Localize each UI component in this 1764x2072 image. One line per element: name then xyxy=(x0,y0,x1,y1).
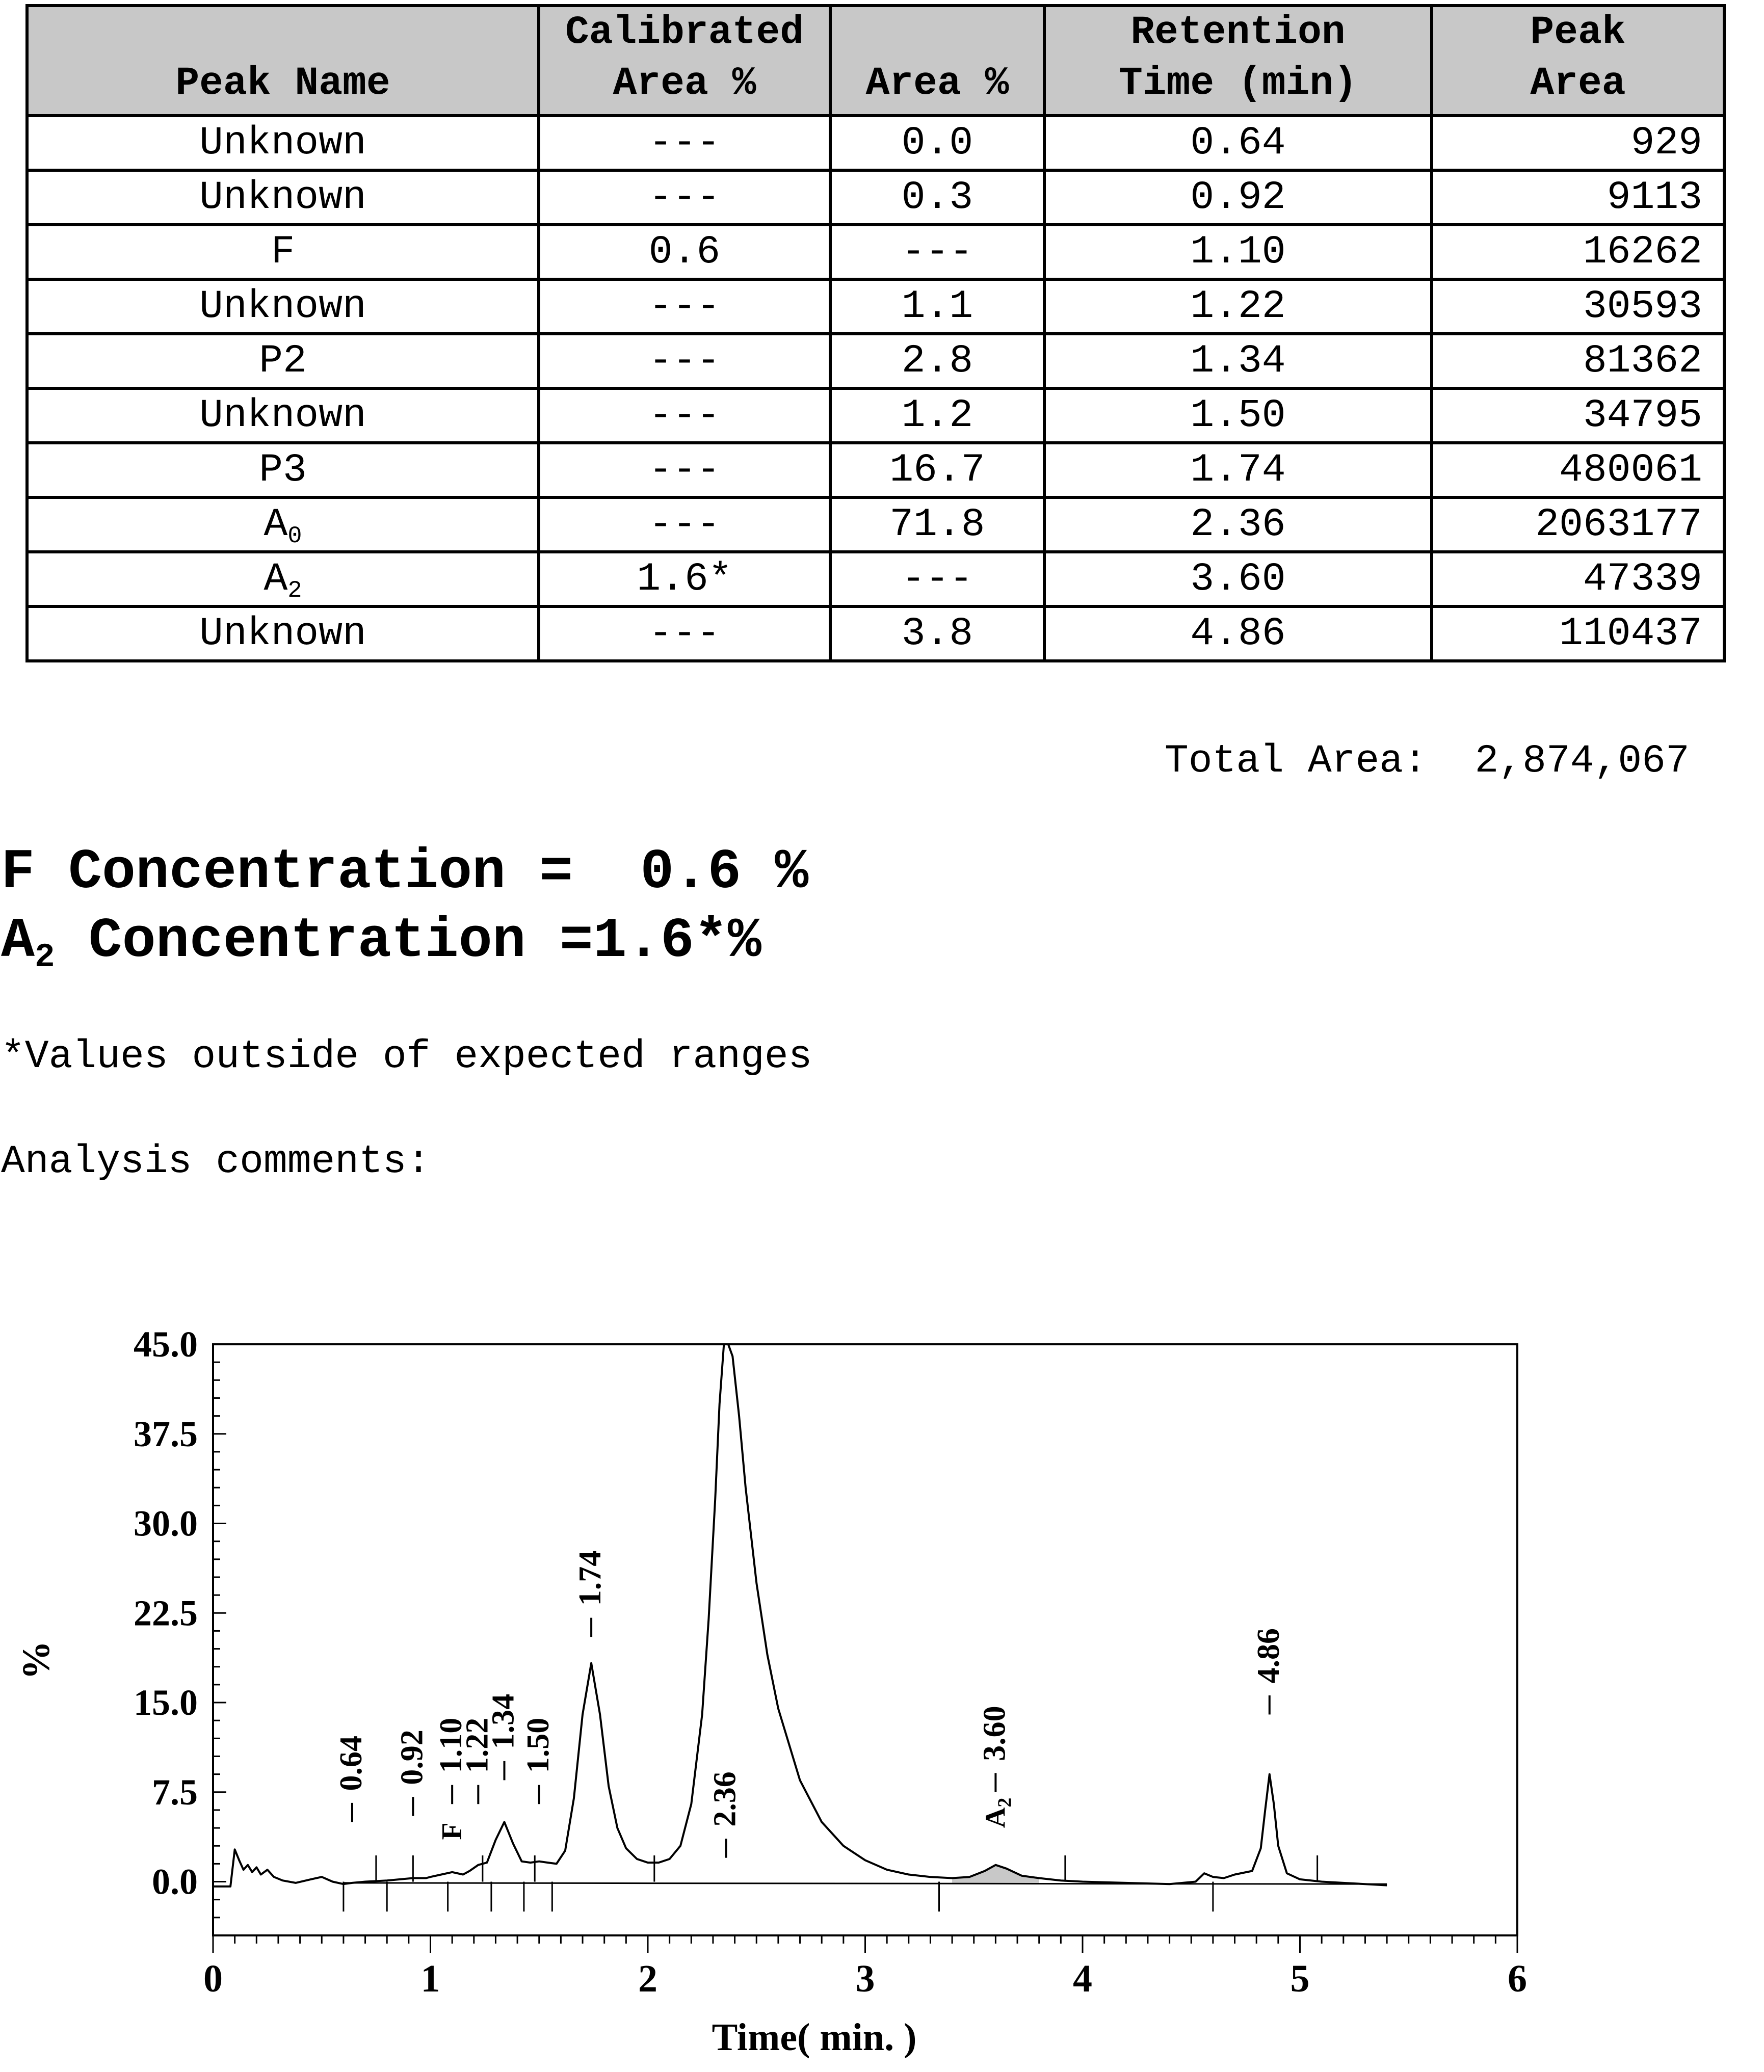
peak-label: 1.74 xyxy=(573,1550,608,1606)
total-area-value: 2,874,067 xyxy=(1475,739,1690,784)
x-tick-label: 2 xyxy=(638,1957,657,2000)
table-row xyxy=(27,552,1724,606)
f-concentration xyxy=(1,841,808,905)
table-row xyxy=(27,170,1724,225)
cell-retention-time: 1.10 xyxy=(1044,225,1432,279)
peak-label: 1.34 xyxy=(486,1693,521,1749)
plot-frame xyxy=(213,1344,1517,1935)
cell-area-pct: 2.8 xyxy=(830,334,1044,388)
cell-area-pct: 0.3 xyxy=(830,170,1044,225)
table-row xyxy=(27,606,1724,661)
cell-calibrated-area: --- xyxy=(539,606,830,661)
cell-calibrated-area: --- xyxy=(539,170,830,225)
peak-label: 2.36 xyxy=(707,1771,743,1827)
cell-area-pct: 71.8 xyxy=(830,497,1044,552)
x-tick-label: 3 xyxy=(855,1957,875,2000)
x-tick-label: 5 xyxy=(1290,1957,1310,2000)
table-row xyxy=(27,388,1724,443)
peak-label: 3.60 xyxy=(977,1706,1012,1761)
header-peak-name xyxy=(27,6,539,116)
cell-peak-name: $A_2$ xyxy=(27,552,539,606)
cell-area-pct: 3.8 xyxy=(830,606,1044,661)
cell-retention-time: 3.60 xyxy=(1044,552,1432,606)
cell-peak-area: 2063177 xyxy=(1432,497,1724,552)
cell-peak-name: Unknown xyxy=(27,606,539,661)
peak-results-table xyxy=(25,4,1726,662)
table-row xyxy=(27,225,1724,279)
cell-calibrated-area: --- xyxy=(539,443,830,497)
cell-retention-time: 1.22 xyxy=(1044,279,1432,334)
peak-label: 4.86 xyxy=(1251,1628,1286,1684)
table-row xyxy=(27,279,1724,334)
x-tick-label: 4 xyxy=(1073,1957,1092,2000)
a2-concentration-unit: % xyxy=(727,910,761,973)
total-area-label: Total Area: xyxy=(1165,739,1427,784)
y-tick-label: 15.0 xyxy=(134,1682,198,1723)
cell-peak-name: Unknown xyxy=(27,170,539,225)
a2-concentration-value: 1.6* xyxy=(593,910,728,973)
y-tick-label: 30.0 xyxy=(134,1503,198,1544)
a2-concentration-label: $A_2$ Concentration = xyxy=(1,910,593,976)
header-area-pct xyxy=(830,6,1044,116)
header-peak-area-line2: Area xyxy=(1530,61,1626,106)
x-axis-label: Time( min. ) xyxy=(712,2016,917,2059)
cell-peak-name: Unknown xyxy=(27,116,539,170)
y-tick-label: 7.5 xyxy=(152,1771,198,1813)
cell-peak-area: 929 xyxy=(1432,116,1724,170)
cell-area-pct: 1.2 xyxy=(830,388,1044,443)
cell-peak-area: 34795 xyxy=(1432,388,1724,443)
cell-area-pct: 1.1 xyxy=(830,279,1044,334)
footnote: *Values outside of expected ranges xyxy=(1,1034,812,1079)
y-tick-label: 37.5 xyxy=(134,1413,198,1454)
cell-area-pct: --- xyxy=(830,225,1044,279)
header-area-pct-line2: Area % xyxy=(865,61,1009,106)
cell-peak-name: P2 xyxy=(27,334,539,388)
a2-concentration xyxy=(1,910,761,976)
cell-retention-time: 0.92 xyxy=(1044,170,1432,225)
cell-calibrated-area: 0.6 xyxy=(539,225,830,279)
cell-peak-area: 110437 xyxy=(1432,606,1724,661)
cell-calibrated-area: --- xyxy=(539,388,830,443)
header-retention-time-line2: Time (min) xyxy=(1118,61,1358,106)
y-tick-label: 22.5 xyxy=(134,1592,198,1634)
table-body xyxy=(27,116,1724,661)
cell-retention-time: 1.50 xyxy=(1044,388,1432,443)
peak-label: 1.50 xyxy=(520,1717,556,1773)
header-retention-time xyxy=(1044,6,1432,116)
cell-retention-time: 4.86 xyxy=(1044,606,1432,661)
header-calibrated-area-line1: Calibrated xyxy=(565,10,804,55)
cell-peak-area: 16262 xyxy=(1432,225,1724,279)
table-row xyxy=(27,443,1724,497)
header-retention-time-line1: Retention xyxy=(1130,10,1346,55)
f-concentration-label: F Concentration = xyxy=(1,841,573,905)
header-peak-area-line1: Peak xyxy=(1530,10,1626,55)
cell-peak-area: 480061 xyxy=(1432,443,1724,497)
peak-name-label-sub: 2 xyxy=(994,1797,1016,1808)
chromatogram-trace xyxy=(213,1344,1387,1887)
y-tick-label: 45.0 xyxy=(134,1324,198,1365)
cell-peak-name: F xyxy=(27,225,539,279)
y-axis-label: % xyxy=(15,1641,58,1680)
header-calibrated-area xyxy=(539,6,830,116)
x-tick-label: 6 xyxy=(1508,1957,1527,2000)
chromatogram-chart xyxy=(0,1305,1764,2072)
cell-retention-time: 1.34 xyxy=(1044,334,1432,388)
x-tick-label: 1 xyxy=(420,1957,440,2000)
cell-calibrated-area: --- xyxy=(539,497,830,552)
cell-peak-name: Unknown xyxy=(27,388,539,443)
x-tick-label: 0 xyxy=(203,1957,223,2000)
cell-peak-name: P3 xyxy=(27,443,539,497)
cell-peak-area: 81362 xyxy=(1432,334,1724,388)
shaded-peak-a2 xyxy=(952,1865,1039,1883)
cell-calibrated-area: --- xyxy=(539,116,830,170)
header-peak-area xyxy=(1432,6,1724,116)
cell-peak-area: 47339 xyxy=(1432,552,1724,606)
header-calibrated-area-line2: Area % xyxy=(613,61,756,106)
cell-area-pct: --- xyxy=(830,552,1044,606)
cell-retention-time: 2.36 xyxy=(1044,497,1432,552)
header-peak-name-line2: Peak Name xyxy=(175,61,390,106)
integration-baseline xyxy=(344,1883,1387,1884)
cell-calibrated-area: --- xyxy=(539,279,830,334)
cell-peak-area: 9113 xyxy=(1432,170,1724,225)
peak-name-label: F xyxy=(436,1822,468,1840)
cell-calibrated-area: --- xyxy=(539,334,830,388)
f-concentration-unit: % xyxy=(775,841,809,905)
table-row xyxy=(27,116,1724,170)
y-tick-label: 0.0 xyxy=(152,1861,198,1902)
peak-label: 0.92 xyxy=(394,1730,430,1785)
analysis-comments-label: Analysis comments: xyxy=(1,1139,431,1184)
table-header-row xyxy=(27,6,1724,116)
peak-label: 0.64 xyxy=(333,1735,368,1791)
cell-calibrated-area: 1.6* xyxy=(539,552,830,606)
total-area xyxy=(1165,739,1690,784)
cell-retention-time: 0.64 xyxy=(1044,116,1432,170)
cell-area-pct: 16.7 xyxy=(830,443,1044,497)
f-concentration-value: 0.6 xyxy=(640,841,742,905)
cell-area-pct: 0.0 xyxy=(830,116,1044,170)
cell-peak-name: $A_0$ xyxy=(27,497,539,552)
peak-label: 1.22 xyxy=(460,1717,495,1773)
cell-peak-name: Unknown xyxy=(27,279,539,334)
table-row xyxy=(27,497,1724,552)
peak-name-label: $A_2$ xyxy=(980,1797,1016,1828)
peak-label: 1.10 xyxy=(434,1717,469,1773)
cell-retention-time: 1.74 xyxy=(1044,443,1432,497)
table-row xyxy=(27,334,1724,388)
cell-peak-area: 30593 xyxy=(1432,279,1724,334)
